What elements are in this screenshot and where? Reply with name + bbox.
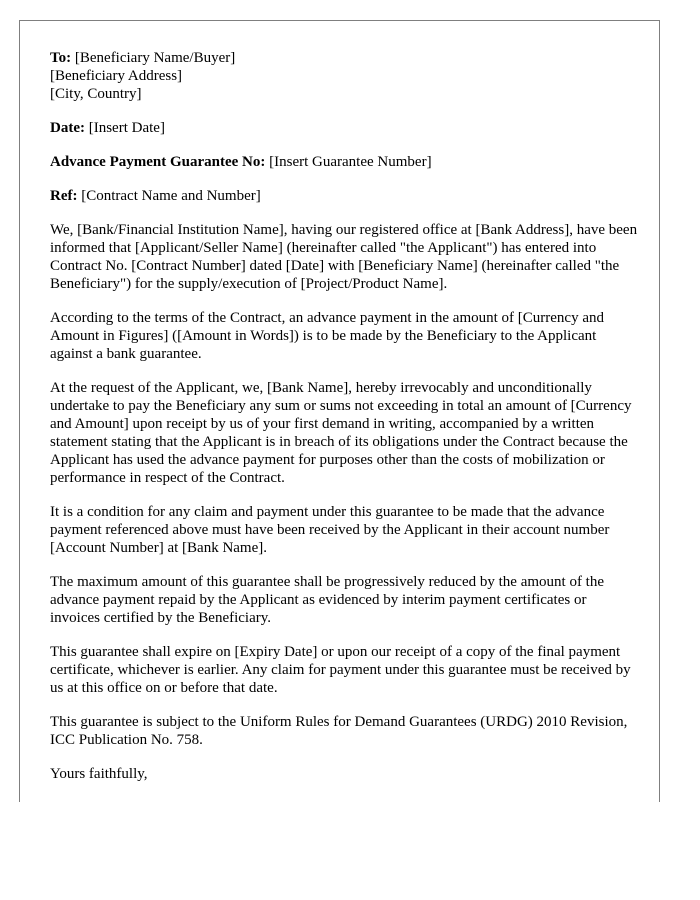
reference-line <box>50 187 640 205</box>
guarantee-value: [Insert Guarantee Number] <box>269 154 432 170</box>
body-paragraph: The maximum amount of this guarantee shall be progressively reduced by the amount of the advance payment repaid by the Applicant as evidenced by interim payment certificates or invoices certified by the Beneficiary. <box>50 574 605 626</box>
guarantee-label: Advance Payment Guarantee No: <box>50 154 266 170</box>
body-paragraph: This guarantee is subject to the Uniform Rules for Demand Guarantees (URDG) 2010 Revision, ICC Publication No. 758. <box>50 714 628 748</box>
date-label: Date: <box>50 120 85 136</box>
body-paragraph: At the request of the Applicant, we, [Bank Name], hereby irrevocably and unconditionally undertake to pay the Beneficiary any sum or sums not exceeding in total an amount of [Currency and Amount] upon receipt by us of your first demand in writing, accompanied by a written statement stating that the Applicant is in breach of its obligations under the Contract because the Applicant has used the advance payment for purposes other than the costs of mobilization or performance in respect of the Contract. <box>50 380 632 486</box>
closing-line: Yours faithfully, <box>50 766 148 782</box>
date-value: [Insert Date] <box>88 120 165 136</box>
recipient-city: [City, Country] <box>50 86 142 102</box>
to-label: To: <box>50 50 72 66</box>
recipient-line-1 <box>50 49 640 67</box>
guarantee-number-line <box>50 153 640 171</box>
body-paragraph: We, [Bank/Financial Institution Name], having our registered office at [Bank Address], have been informed that [Applicant/Seller Name] (hereinafter called "the Applicant") has entered into Contract No. [Contract Number] dated [Date] with [Beneficiary Name] (hereinafter called "the Beneficiary") for the supply/execution of [Project/Product Name]. <box>50 222 638 292</box>
letter-body <box>50 49 640 799</box>
recipient-block <box>50 49 640 103</box>
letter-page <box>19 20 660 802</box>
date-line <box>50 119 640 137</box>
body-paragraph: This guarantee shall expire on [Expiry Date] or upon our receipt of a copy of the final payment certificate, whichever is earlier. Any claim for payment under this guarantee must be received by us at this office on or before that date. <box>50 644 631 696</box>
recipient-address: [Beneficiary Address] <box>50 68 183 84</box>
body-paragraph: It is a condition for any claim and payment under this guarantee to be made that the advance payment referenced above must have been received by the Applicant in their account number [Account Number] at [Bank Name]. <box>50 504 610 556</box>
recipient-name: [Beneficiary Name/Buyer] <box>74 50 236 66</box>
ref-label: Ref: <box>50 188 78 204</box>
body-paragraph: According to the terms of the Contract, an advance payment in the amount of [Currency and Amount in Figures] ([Amount in Words]) is to be made by the Beneficiary to the Applicant against a bank guarantee. <box>50 310 604 362</box>
ref-value: [Contract Name and Number] <box>81 188 261 204</box>
